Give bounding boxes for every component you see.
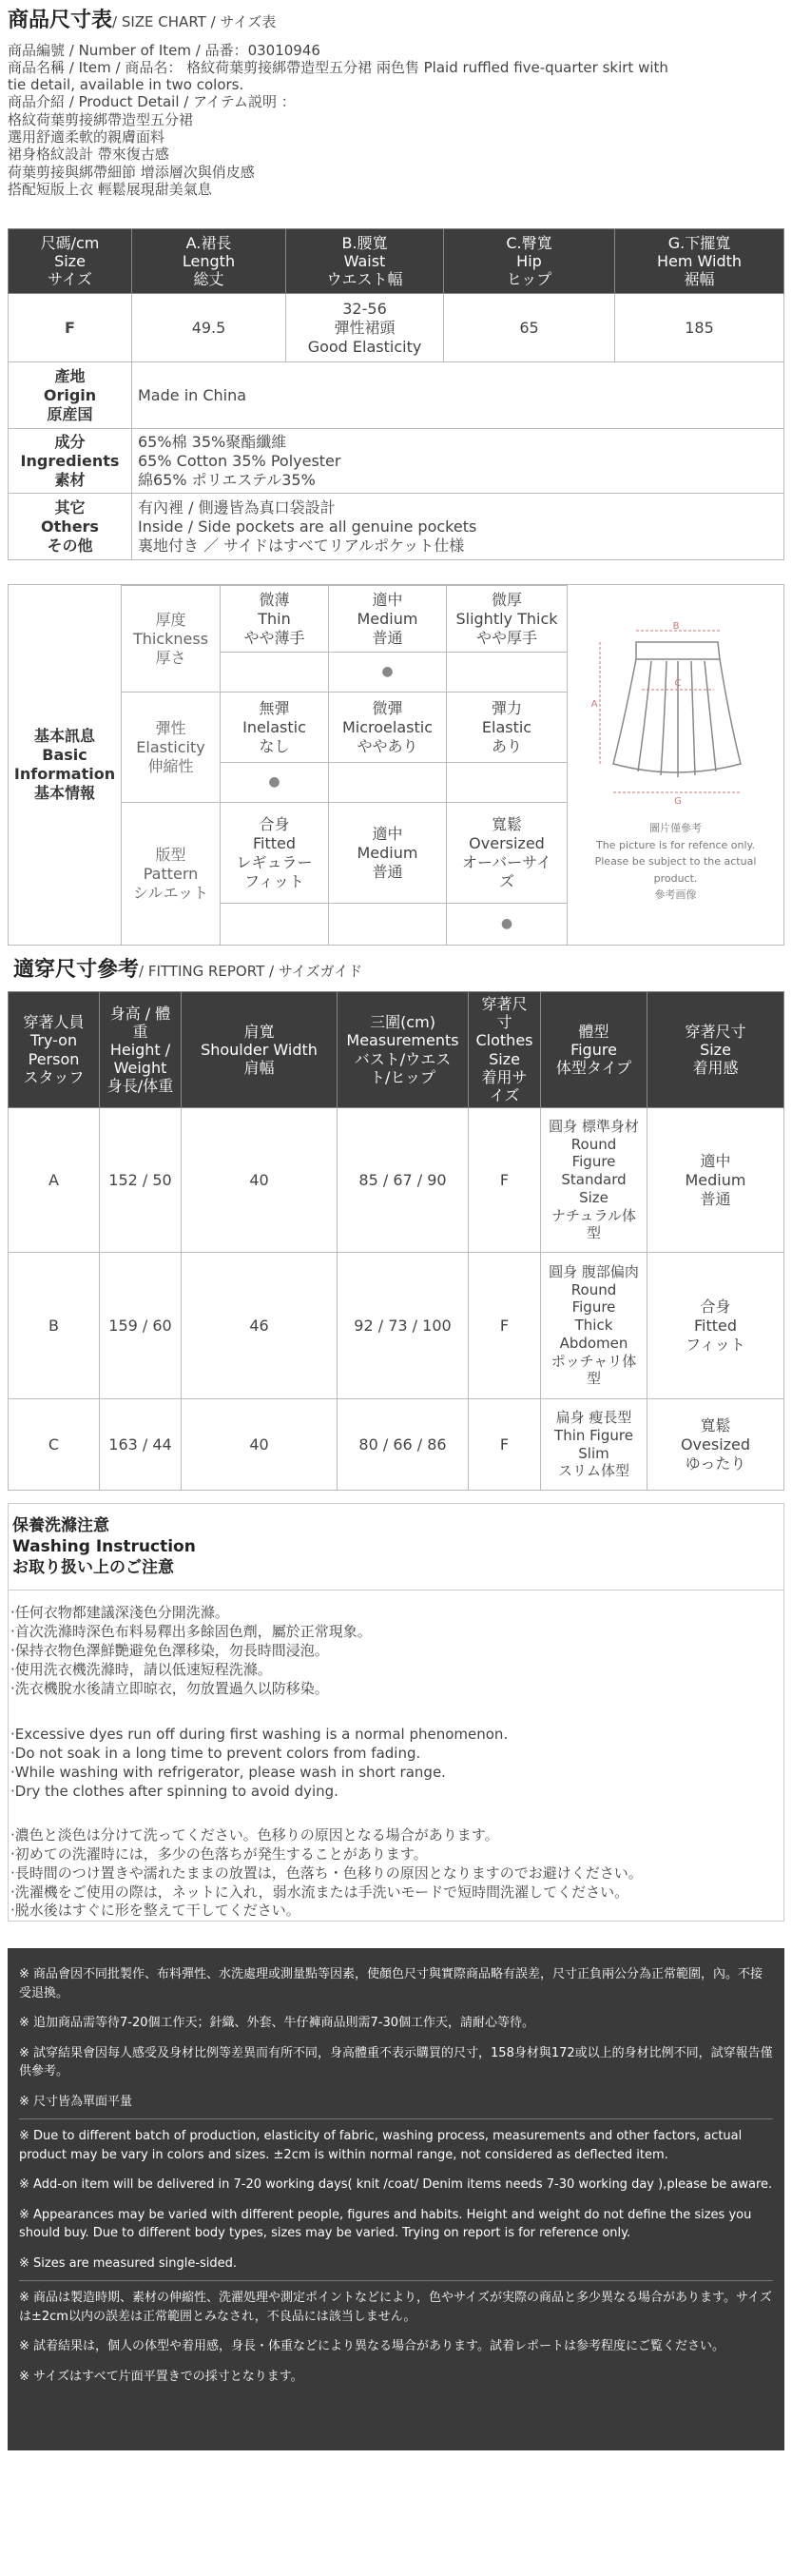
fit-hw: 152 / 50 — [100, 1108, 182, 1253]
washing-instruction — [8, 1503, 784, 1922]
fit-header-fit: 穿著尺寸 Size 着用感 — [647, 992, 784, 1108]
cell-size: F — [9, 294, 132, 362]
size-chart-title — [8, 8, 784, 34]
washing-title: 保養洗滌注意 Washing Instruction お取り扱い上のご注意 — [12, 1516, 196, 1578]
fit-header-shoulder: 肩寬 Shoulder Width 肩幅 — [182, 992, 338, 1108]
fit-person: C — [9, 1399, 100, 1491]
size-table — [8, 228, 784, 560]
notice-zh: ※ 商品會因不同批製作、布料彈性、水洗處理或測量點等因素，使顏色尺寸與實際商品略有誤差，尺寸正負兩公分為正常範圍，內。不接受退換。 ※ 追加商品需等待7-20個工作天；針織、外套、牛仔褲商品則需7-30個工作天，請耐心等待。 ※ 試穿結果會因每人感受及身材比例等差異而有所不同，身高體重不表示購買的尺寸，158身材與172或以上的身材比例不同，試穿報告僅供參考。 ※ 尺寸皆為單面平量 — [19, 1958, 773, 2119]
fit-fit: 適中 Medium 普通 — [647, 1108, 784, 1253]
thickness-medium: 適中 Medium 普通 — [329, 586, 447, 653]
fit-size: F — [469, 1399, 541, 1491]
skirt-diagram-area — [568, 585, 783, 945]
notice-ja: ※ 商品は製造時期、素材の伸縮性、洗濯処理や測定ポイントなどにより，色やサイズが実際の商品と多少異なる場合があります。サイズは±2cm以内の誤差は正常範囲とみなされ，不良品には該当しません。 ※ 試着結果は，個人の体型や着用感，身長・体重などにより異なる場合があります。試着レポートは参考程度にご覧ください。 ※ サイズはすべて片面平置きでの採寸となります。 — [19, 2291, 772, 2384]
fit-figure: 圓身 標準身材 Round Figure Standard Size ナチュラル体 型 — [541, 1108, 647, 1253]
fit-size: F — [469, 1253, 541, 1399]
fitting-table — [8, 991, 784, 1491]
fit-shoulder: 40 — [182, 1399, 338, 1491]
elasticity-dot-2 — [447, 763, 568, 803]
fit-shoulder: 46 — [182, 1253, 338, 1399]
info-line: 選用舒適柔軟的親膚面料 — [8, 127, 165, 146]
diagram-label-a: A — [590, 699, 598, 710]
elasticity-selected-dot: ● — [221, 763, 329, 803]
basic-info-label: 基本訊息 Basic Information 基本情報 — [13, 727, 116, 802]
pattern-label: 版型 Pattern シルエット — [122, 803, 221, 946]
basic-info-table — [121, 585, 568, 946]
skirt-diagram — [568, 585, 783, 813]
info-line: 格紋荷葉剪接綁帶造型五分裙 — [8, 110, 194, 128]
fit-size: F — [469, 1108, 541, 1253]
diagram-label-c: C — [674, 678, 682, 689]
ingredients-label: 成分 Ingredients 素材 — [9, 429, 132, 494]
fit-header-hw: 身高 / 體 重 Height / Weight 身長/体重 — [100, 992, 182, 1108]
fitting-row — [9, 1108, 784, 1253]
diagram-caption: 圖片僅參考 The picture is for refence only. Please be subject to the actual product. 參考画像 — [594, 822, 757, 902]
info-line: tie detail, available in two colors. — [8, 76, 244, 94]
fit-meas: 92 / 73 / 100 — [338, 1253, 469, 1399]
fit-hw: 159 / 60 — [100, 1253, 182, 1399]
basic-info-panel — [8, 584, 784, 946]
fitting-row — [9, 1253, 784, 1399]
fit-header-person: 穿著人員 Try-on Person スタッフ — [9, 992, 100, 1108]
thickness-dot-2 — [447, 653, 568, 693]
others-label: 其它 Others その他 — [9, 494, 132, 560]
fit-header-size: 穿著尺 寸 Clothes Size 着用サ イズ — [469, 992, 541, 1108]
size-chart-title-main: 商品尺寸表 — [8, 9, 113, 32]
header-size: 尺碼/cm Size サイズ — [9, 229, 132, 294]
size-chart-title-sub: / SIZE CHART / サイズ表 — [112, 13, 277, 30]
info-line: 商品介紹 / Product Detail / アイテム説明 ： — [8, 93, 296, 111]
cell-waist: 32-56 彈性裙頭 Good Elasticity — [286, 294, 444, 362]
thickness-dot-0 — [221, 653, 329, 693]
fit-header-figure: 體型 Figure 体型タイプ — [541, 992, 647, 1108]
product-info — [8, 42, 784, 199]
fit-header-measurements: 三圍(cm) Measurements バスト/ウエス ト/ヒップ — [338, 992, 469, 1108]
fit-meas: 80 / 66 / 86 — [338, 1399, 469, 1491]
thickness-thin: 微薄 Thin やや薄手 — [221, 586, 329, 653]
header-waist: B.腰寬 Waist ウエスト幅 — [286, 229, 444, 294]
fit-person: B — [9, 1253, 100, 1399]
fit-fit: 寬鬆 Ovesized ゆったり — [647, 1399, 784, 1491]
thickness-thick: 微厚 Slightly Thick やや厚手 — [447, 586, 568, 653]
notice-panel — [8, 1948, 784, 2450]
fit-hw: 163 / 44 — [100, 1399, 182, 1491]
fit-figure: 圓身 腹部偏肉 Round Figure Thick Abdomen ポッチャリ体 型 — [541, 1253, 647, 1399]
origin-label: 產地 Origin 原産国 — [9, 362, 132, 429]
fit-meas: 85 / 67 / 90 — [338, 1108, 469, 1253]
size-chart-header — [8, 8, 784, 198]
notice-en: ※ Due to different batch of production, elasticity of fabric, washing process, measurements and other factors, actual product may be vary in colors and sizes. ±2cm is within normal range, not considered as deflected item. ※ Add-on item will be delivered in 7-20 working days( knit /coat/ Denim items needs 7-30 working day ),please be aware. ※ Appearances may be varied with different people, figures and habits. Height and weight do not define the sizes you should buy. Due to different body types, sizes may be varied. Trying on report is for reference only. ※ Sizes are measured single-sided. — [19, 2119, 773, 2281]
info-line: 商品編號 / Number of Item / 品番：03010946 — [8, 41, 320, 59]
fit-figure: 扁身 瘦長型 Thin Figure Slim スリム体型 — [541, 1399, 647, 1491]
elasticity-micro: 微彈 Microelastic ややあり — [329, 693, 447, 763]
pattern-dot-1 — [329, 904, 447, 946]
elasticity-inelastic: 無彈 Inelastic なし — [221, 693, 329, 763]
ingredients-value: 65%棉 35%聚酯纖維 65% Cotton 35% Polyester 綿65% ポリエステル35% — [132, 429, 784, 494]
origin-value: Made in China — [132, 362, 784, 429]
thickness-label: 厚度 Thickness 厚さ — [122, 586, 221, 693]
fitting-title: 適穿尺寸參考/ FITTING REPORT / サイズガイド — [13, 958, 363, 982]
others-value: 有內裡 / 側邊皆為真口袋設計 Inside / Side pockets are all genuine pockets 裏地付き ／ サイドはすべてリアルポケット仕様 — [132, 494, 784, 560]
pattern-oversized: 寬鬆 Oversized オーバーサイ ズ — [447, 803, 568, 904]
pattern-dot-0 — [221, 904, 329, 946]
elasticity-dot-1 — [329, 763, 447, 803]
header-length: A.裙長 Length 総丈 — [132, 229, 286, 294]
info-line: 商品名稱 / Item / 商品名： 格紋荷葉剪接綁帶造型五分裙 兩色售 Plaid ruffled five-quarter skirt with — [8, 58, 668, 76]
header-hem: G.下擺寬 Hem Width 裾幅 — [615, 229, 784, 294]
washing-list: ‧任何衣物都建議深淺色分開洗滌。 ‧首次洗滌時深色布料易釋出多餘固色劑，屬於正常現象。 ‧保持衣物色澤鮮艷避免色澤移染，勿長時間浸泡。 ‧使用洗衣機洗滌時，請以低速短程洗滌。 ‧洗衣機脫水後請立即晾衣，勿放置過久以防移染。 ‧Excessive dyes run off during first washing is a normal phenomenon. ‧Do not soak in a long time to prevent colors from fading. ‧While washing with refrigerator, please wash in short range. ‧Dry the clothes after spinning to avoid dying. ‧濃色と淡色は分けて洗ってください。色移りの原因となる場合があります。 ‧初めての洗濯時には，多少の色落ちが発生することがあります。 ‧長時間のつけ置きや濡れたままの放置は，色落ち・色移りの原因となりますのでお避けください。 ‧洗濯機をご使用の際は，ネットに入れ，弱水流または手洗いモードで短時間洗濯してください。 ‧脱水後はすぐに形を整えて干してください。 — [9, 1590, 783, 1921]
info-line: 裙身格紋設計 帶來復古感 — [8, 146, 169, 164]
info-line: 搭配短版上衣 輕鬆展現甜美氣息 — [8, 180, 212, 198]
diagram-label-g: G — [674, 796, 682, 807]
fit-person: A — [9, 1108, 100, 1253]
cell-hem: 185 — [615, 294, 784, 362]
thickness-selected-dot: ● — [329, 653, 447, 693]
info-line: 荷葉剪接與綁帶細節 增添層次與俏皮感 — [8, 163, 255, 181]
fit-shoulder: 40 — [182, 1108, 338, 1253]
elasticity-label: 彈性 Elasticity 伸縮性 — [122, 693, 221, 803]
pattern-fitted: 合身 Fitted レギュラー フィット — [221, 803, 329, 904]
elasticity-elastic: 彈力 Elastic あり — [447, 693, 568, 763]
fit-fit: 合身 Fitted フィット — [647, 1253, 784, 1399]
header-hip: C.臀寬 Hip ヒップ — [444, 229, 615, 294]
pattern-medium: 適中 Medium 普通 — [329, 803, 447, 904]
cell-length: 49.5 — [132, 294, 286, 362]
diagram-label-b: B — [672, 621, 680, 632]
pattern-selected-dot: ● — [447, 904, 568, 946]
cell-hip: 65 — [444, 294, 615, 362]
fitting-row — [9, 1399, 784, 1491]
